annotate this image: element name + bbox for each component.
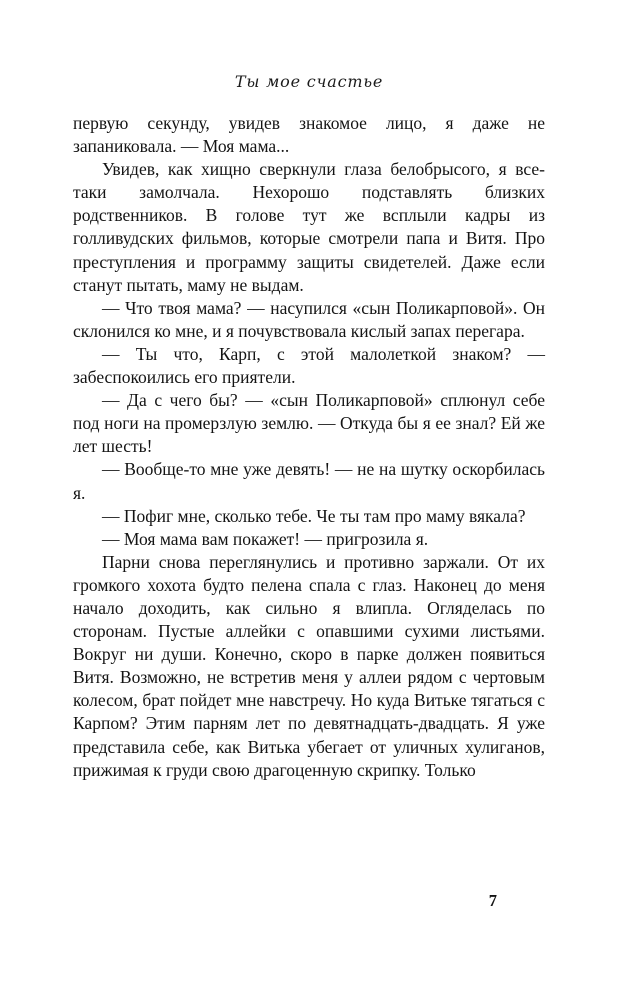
paragraph: первую секунду, увидев знакомое лицо, я даже не запаниковала. — Моя мама...	[73, 113, 545, 157]
paragraph: — Вообще-то мне уже девять! — не на шутку оскорбилась я.	[73, 459, 545, 503]
paragraph: — Ты что, Карп, с этой малолеткой знаком? — забеспокоились его приятели.	[73, 343, 545, 388]
page-number: 7	[488, 891, 497, 910]
running-title: Ты мое счастье	[234, 72, 384, 91]
paragraph: — Пофиг мне, сколько тебе. Че ты там про маму вякала?	[102, 505, 526, 526]
paragraph: — Моя мама вам покажет! — пригрозила я.	[102, 528, 429, 549]
paragraph: — Да с чего бы? — «сын Поликарповой» сплюнул себе под ноги на промерзлую землю. — Откуда бы я ее знал? Ей же лет шесть!	[73, 390, 545, 457]
text-block	[73, 112, 545, 782]
paragraph: — Что твоя мама? — насупился «сын Поликарповой». Он склонился ко мне, и я почувствовала кислый запах перегара.	[73, 297, 545, 341]
paragraph: Парни снова переглянулись и противно заржали. От их громкого хохота будто пелена спала с глаз. Наконец до меня начало доходить, как сильно я влипла. Огляделась по сторонам. Пустые аллейки с опавшими сухими листьями. Вокруг ни души. Конечно, скоро в парке должен появиться Витя. Возможно, не встретив меня у аллеи рядом с чертовым колесом, брат пойдет мне навстречу. Но куда Витьке тягаться с Карпом? Этим парням лет по девятнадцать-двадцать. Я уже представила себе, как Витька убегает от уличных хулиганов, прижимая к груди свою драгоценную скрипку. Только	[73, 551, 545, 780]
paragraph: Увидев, как хищно сверкнули глаза белобрысого, я все-таки замолчала. Нехорошо подставлять близких родственников. В голове тут же всплыли кадры из голливудских фильмов, которые смотрели папа и Витя. Про преступления и программу защиты свидетелей. Даже если станут пытать, маму не выдам.	[73, 159, 545, 295]
